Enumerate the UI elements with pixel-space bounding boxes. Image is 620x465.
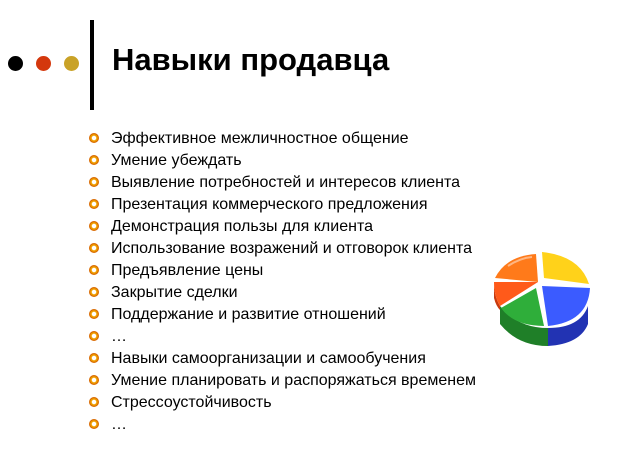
list-item bbox=[88, 414, 476, 436]
list-item-text: Закрытие сделки bbox=[111, 284, 238, 301]
dot-gold bbox=[64, 56, 79, 71]
bullet-icon bbox=[89, 309, 99, 319]
list-item-text: … bbox=[111, 416, 127, 433]
list-item-text: Использование возражений и отговорок клиента bbox=[111, 240, 473, 257]
list-item bbox=[88, 260, 476, 282]
list-item bbox=[88, 150, 476, 172]
list-item bbox=[88, 194, 476, 216]
list-item-text: … bbox=[111, 328, 127, 345]
bullet-icon bbox=[89, 419, 99, 429]
dot-black bbox=[8, 56, 23, 71]
list-item-text: Стрессоустойчивость bbox=[111, 394, 272, 411]
bullet-icon bbox=[89, 155, 99, 165]
title-divider bbox=[90, 20, 94, 110]
bullet-icon bbox=[89, 287, 99, 297]
list-item-text: Демонстрация пользы для клиента bbox=[111, 218, 373, 235]
list-item bbox=[88, 238, 476, 260]
bullet-icon bbox=[89, 221, 99, 231]
list-item bbox=[88, 172, 476, 194]
list-item-text: Навыки самоорганизации и самообучения bbox=[111, 350, 426, 367]
bullet-icon bbox=[89, 397, 99, 407]
list-item-text: Предъявление цены bbox=[111, 262, 264, 279]
list-item bbox=[88, 392, 476, 414]
list-item bbox=[88, 326, 476, 348]
bullet-icon bbox=[89, 265, 99, 275]
skills-list bbox=[88, 128, 476, 436]
pie-slice-orange bbox=[495, 254, 538, 282]
list-item bbox=[88, 282, 476, 304]
bullet-icon bbox=[89, 243, 99, 253]
list-item-text: Поддержание и развитие отношений bbox=[111, 306, 386, 323]
dot-red bbox=[36, 56, 51, 71]
bullet-icon bbox=[89, 375, 99, 385]
list-item bbox=[88, 304, 476, 326]
pie-slice-yellow bbox=[542, 252, 589, 284]
list-item-text: Умение планировать и распоряжаться временем bbox=[111, 372, 476, 389]
list-item-text: Умение убеждать bbox=[111, 152, 242, 169]
list-item-text: Эффективное межличностное общение bbox=[111, 130, 409, 147]
slide-title: Навыки продавца bbox=[112, 42, 390, 77]
bullet-icon bbox=[89, 353, 99, 363]
pie-chart-icon bbox=[488, 248, 594, 352]
list-item-text: Выявление потребностей и интересов клиента bbox=[111, 174, 461, 191]
list-item bbox=[88, 348, 476, 370]
list-item bbox=[88, 216, 476, 238]
bullet-icon bbox=[89, 199, 99, 209]
list-item bbox=[88, 128, 476, 150]
bullet-icon bbox=[89, 133, 99, 143]
list-item bbox=[88, 370, 476, 392]
bullet-icon bbox=[89, 177, 99, 187]
list-item-text: Презентация коммерческого предложения bbox=[111, 196, 428, 213]
bullet-icon bbox=[89, 331, 99, 341]
